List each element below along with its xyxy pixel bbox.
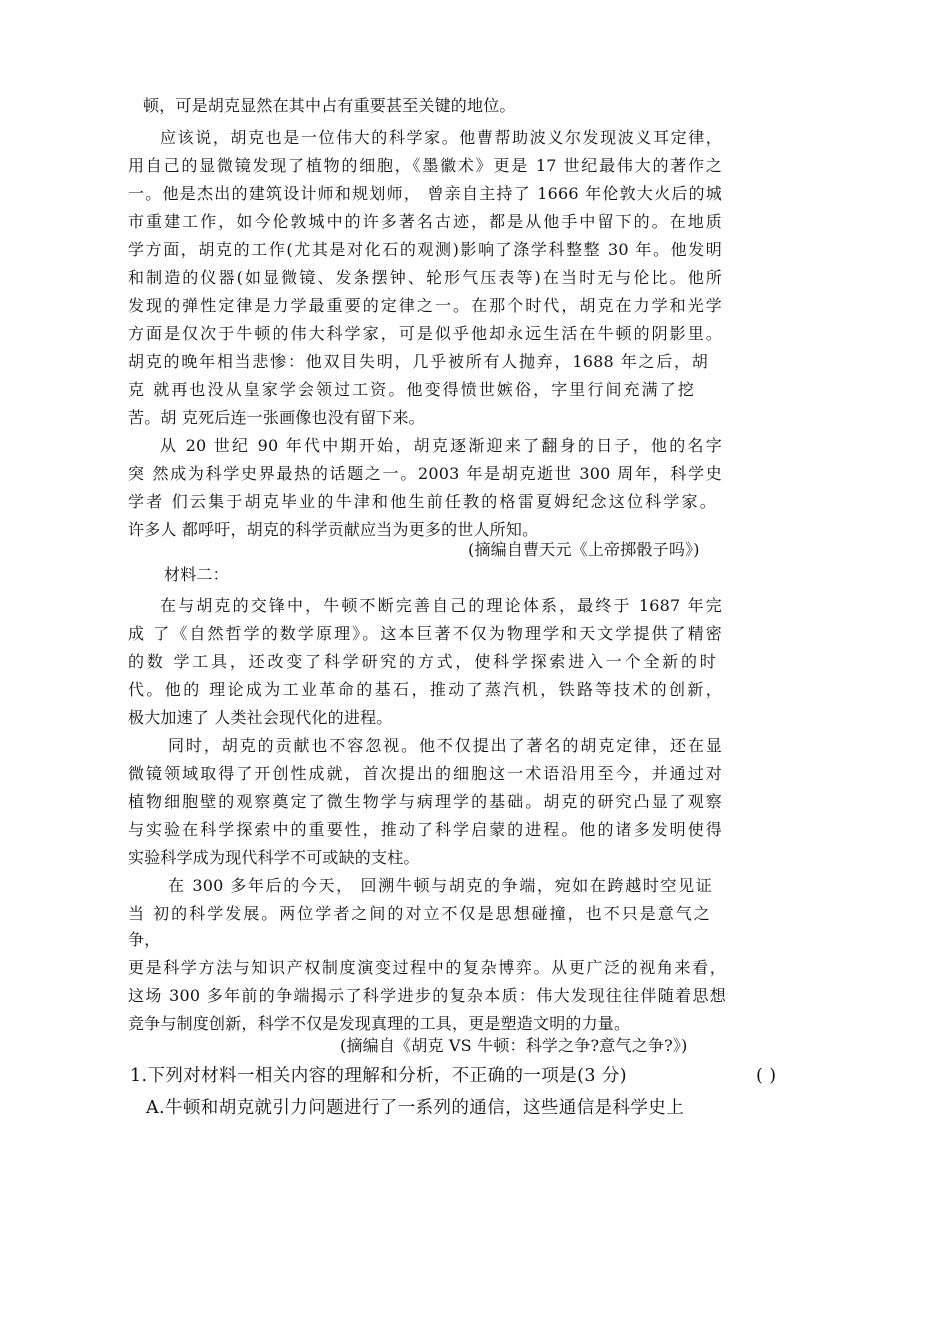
text-line: 苦。胡 克死后连一张画像也没有留下来。: [128, 408, 425, 427]
text-line: 成 了《自然哲学的数学原理》。这本巨著不仅为物理学和天文学提供了精密: [128, 624, 722, 643]
text-line: 应该说，胡克也是一位伟大的科学家。他曹帮助波义尔发现波义耳定律，: [160, 128, 722, 147]
section-heading: 材料二：: [164, 565, 229, 584]
source-citation: (摘编自曹天元《上帝掷骰子吗》): [468, 540, 700, 559]
text-line: 微镜领域取得了开创性成就，首次提出的细胞这一术语沿用至今，并通过对: [128, 764, 722, 783]
option-a: A.牛顿和胡克就引力问题进行了一系列的通信，这些通信是科学史上: [146, 1098, 685, 1118]
text-line: 在与胡克的交锋中，牛顿不断完善自己的理论体系，最终于 1687 年完: [160, 596, 722, 615]
text-line: 争，: [128, 930, 161, 949]
text-line: 市重建工作，如今伦敦城中的许多著名古迹，都是从他手中留下的。在地质: [128, 212, 722, 231]
text-line: 极大加速了 人类社会现代化的进程。: [128, 708, 393, 727]
text-line: 学方面，胡克的工作(尤其是对化石的观测)影响了涤学科整整 30 年。他发明: [128, 240, 722, 259]
text-line: 实验科学成为现代科学不可或缺的支柱。: [128, 848, 420, 867]
text-line: 植物细胞壁的观察奠定了微生物学与病理学的基础。胡克的研究凸显了观察: [128, 792, 722, 811]
text-line: 突 然成为科学史界最热的话题之一。2003 年是胡克逝世 300 周年，科学史: [128, 464, 722, 483]
text-line: 发现的弹性定律是力学最重要的定律之一。在那个时代，胡克在力学和光学: [128, 296, 722, 315]
text-line: 同时，胡克的贡献也不容忽视。他不仅提出了著名的胡克定律，还在显: [168, 736, 722, 755]
text-line: 一。他是杰出的建筑设计师和规划师， 曾亲自主持了 1666 年伦敦大火后的城: [128, 184, 722, 203]
text-line: 当 初的科学发展。两位学者之间的对立不仅是思想碰撞，也不只是意气之: [128, 904, 710, 923]
text-line: 在 300 多年后的今天， 回溯牛顿与胡克的争端，宛如在跨越时空见证: [168, 876, 712, 895]
text-line: 竞争与制度创新，科学不仅是发现真理的工具，更是塑造文明的力量。: [128, 1014, 631, 1033]
text-line: 这场 300 多年前的争端揭示了科学进步的复杂本质：伟大发现往往伴随着思想: [128, 986, 726, 1005]
text-line: 许多人 都呼吁，胡克的科学贡献应当为更多的世人所知。: [128, 520, 539, 539]
text-line: 和制造的仪器(如显微镜、发条摆钟、轮形气压表等)在当时无与伦比。他所: [128, 268, 722, 287]
text-line: 方面是仅次于牛顿的伟大科学家，可是似乎他却永远生活在牛顿的阴影里。: [128, 324, 722, 343]
text-line: 胡克的晚年相当悲惨：他双目失明，几乎被所有人抛弃，1688 年之后，胡: [128, 352, 708, 371]
source-citation: (摘编自《胡克 VS 牛顿：科学之争?意气之争?》): [340, 1036, 688, 1055]
text-line: 更是科学方法与知识产权制度演变过程中的复杂博弈。从更广泛的视角来看，: [128, 958, 726, 977]
text-line: 的数 学工具，还改变了科学研究的方式，使科学探索进入一个全新的时: [128, 652, 716, 671]
text-line: 顿，可是胡克显然在其中占有重要甚至关键的地位。: [143, 96, 516, 115]
question-stem: 1.下列对材料一相关内容的理解和分析，不正确的一项是(3 分): [130, 1066, 627, 1086]
text-line: 与实验在科学探索中的重要性，推动了科学启蒙的进程。他的诸多发明使得: [128, 820, 722, 839]
text-line: 代。他的 理论成为工业革命的基石，推动了蒸汽机，铁路等技术的创新，: [128, 680, 722, 699]
answer-bracket: ( ): [756, 1066, 777, 1086]
text-line: 用自己的显微镜发现了植物的细胞，《墨徽术》更是 17 世纪最伟大的著作之: [128, 156, 722, 175]
text-line: 克 就再也没从皇家学会领过工资。他变得愤世嫉俗，字里行间充满了挖: [128, 380, 694, 399]
text-line: 学者 们云集于胡克毕业的牛津和他生前任教的格雷夏姆纪念这位科学家。: [128, 492, 716, 511]
text-line: 从 20 世纪 90 年代中期开始，胡克逐渐迎来了翻身的日子，他的名字: [160, 436, 722, 455]
